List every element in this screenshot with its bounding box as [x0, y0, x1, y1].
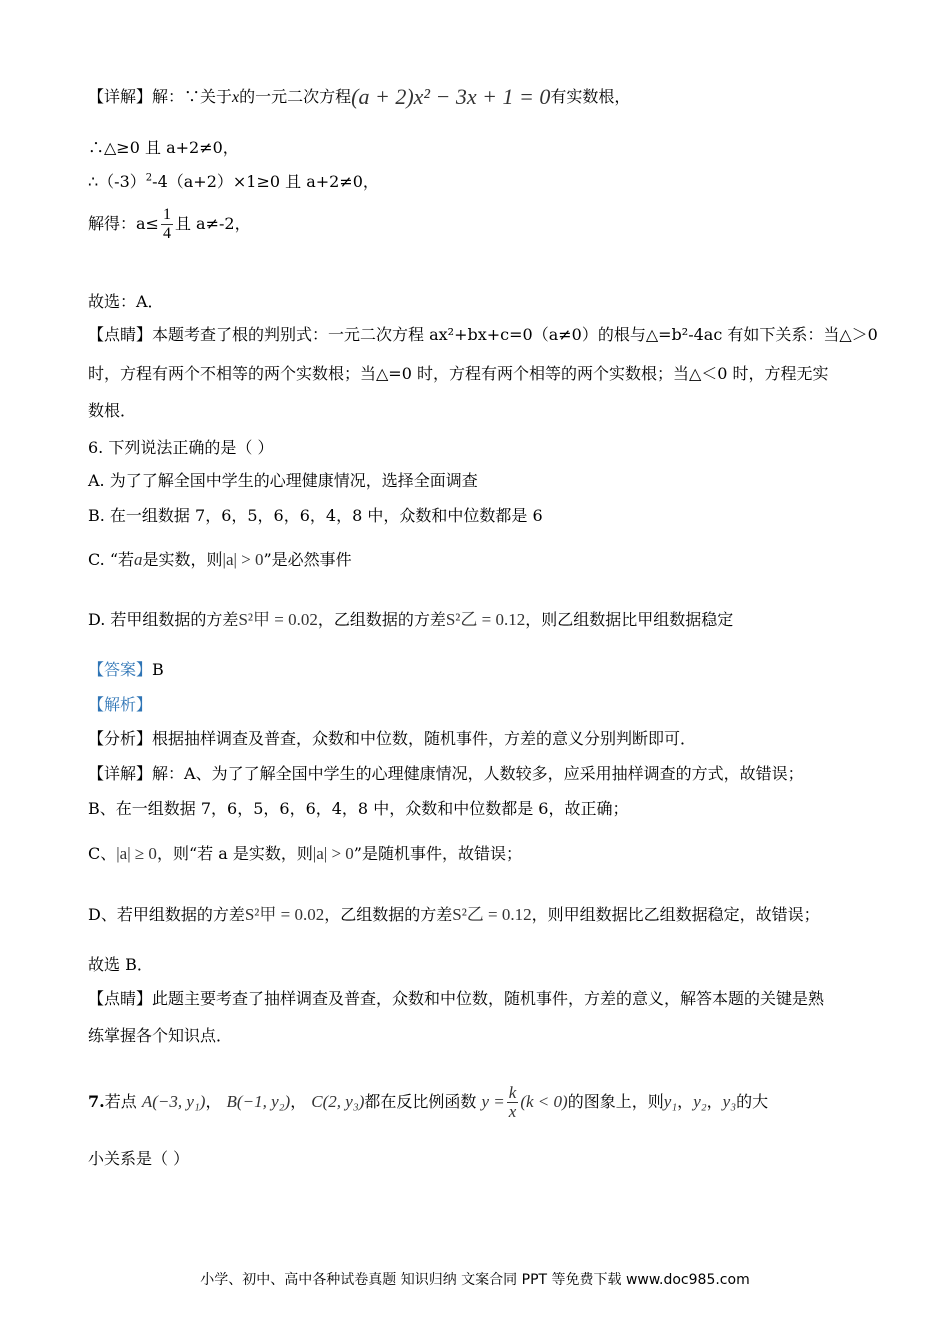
q6-dianjing-2: 练掌握各个知识点． [88, 1026, 233, 1045]
q7-stem-line-1: 7.若点 A(−3, y₁)， B(−1, y₂)， C(2, y₃)都在反比例函数 y = $\frac{k}{x}$ (k < 0)的图象上，则y₁，y₂，y₃的大 [88, 1083, 769, 1121]
q6-stem: 6. 下列说法正确的是（ ） [88, 438, 274, 457]
q5-solution: 解得：a≤ $\frac{1}{4}$ 且 a≠-2， [88, 206, 251, 242]
q5-choice: 故选：A． [88, 292, 164, 311]
fraction: $\frac{1}{4}$ [162, 206, 171, 242]
q5-dianjing-2: 时，方程有两个不相等的两个实数根；当△=0 时，方程有两个相等的两个实数根；当△＜0 时，方程无实 [88, 364, 829, 383]
q6-fenxi: 【分析】根据抽样调查及普查，众数和中位数，随机事件，方差的意义分别判断即可． [88, 729, 697, 748]
q6-option-d: D. 若甲组数据的方差S²甲 = 0.02，乙组数据的方差S²乙 = 0.12，则乙组数据比甲组数据稳定 [88, 610, 734, 629]
q5-step-1: ∴△≥0 且 a+2≠0， [88, 138, 239, 157]
equation: (a + 2)x² − 3x + 1 = 0 [351, 84, 551, 109]
answer-value: B [152, 660, 164, 679]
q6-dianjing-1: 【点睛】此题主要考查了抽样调查及普查，众数和中位数，随机事件，方差的意义，解答本题的关键是熟 [88, 989, 825, 1008]
function-fraction: $\frac{k}{x}$ [508, 1083, 517, 1121]
q6-option-b: B. 在一组数据 7，6，5，6，6，4，8 中，众数和中位数都是 6 [88, 506, 543, 525]
q6-detail-d: D、若甲组数据的方差S²甲 = 0.02，乙组数据的方差S²乙 = 0.12，则甲组数据比乙组数据稳定，故错误； [88, 905, 820, 924]
answer-tag: 【答案】 [88, 660, 153, 679]
q6-jiexi-tag: 【解析】 [88, 695, 153, 714]
dianjing-tag: 【点睛】 [88, 325, 153, 344]
q6-option-c: C. “若a是实数，则|a| > 0”是必然事件 [88, 550, 352, 569]
q5-dianjing-3: 数根． [88, 401, 137, 420]
q6-detail-a: 【详解】解：A、为了了解全国中学生的心理健康情况，人数较多，应采用抽样调查的方式，故错误； [88, 764, 804, 783]
q5-detail-line: 【详解】解：∵关于x的一元二次方程(a + 2)x² − 3x + 1 = 0有实数根， [88, 84, 631, 109]
q6-detail-b: B、在一组数据 7，6，5，6，6，4，8 中，众数和中位数都是 6，故正确； [88, 799, 629, 818]
q6-answer [88, 659, 164, 681]
q6-detail-c: C、|a| ≥ 0，则“若 a 是实数，则|a| > 0”是随机事件，故错误； [88, 844, 522, 863]
q6-option-a: A. 为了了解全国中学生的心理健康情况，选择全面调查 [88, 471, 478, 490]
detail-tag: 【详解】 [88, 87, 153, 106]
q5-dianjing-1: 【点睛】本题考查了根的判别式：一元二次方程 ax²+bx+c=0（a≠0）的根与△=b²-4ac 有如下关系：当△＞0 [88, 325, 878, 344]
q5-step-2: $\therefore(-3)^2-4(a+2)\times 1\ge 0$ 且 a+2≠0， [88, 172, 379, 191]
q6-choice: 故选 B． [88, 955, 153, 974]
page-footer: 小学、初中、高中各种试卷真题 知识归纳 文案合同 PPT 等免费下载 www.doc985.com [200, 1272, 750, 1288]
q7-stem-line-2: 小关系是（ ） [88, 1149, 190, 1168]
